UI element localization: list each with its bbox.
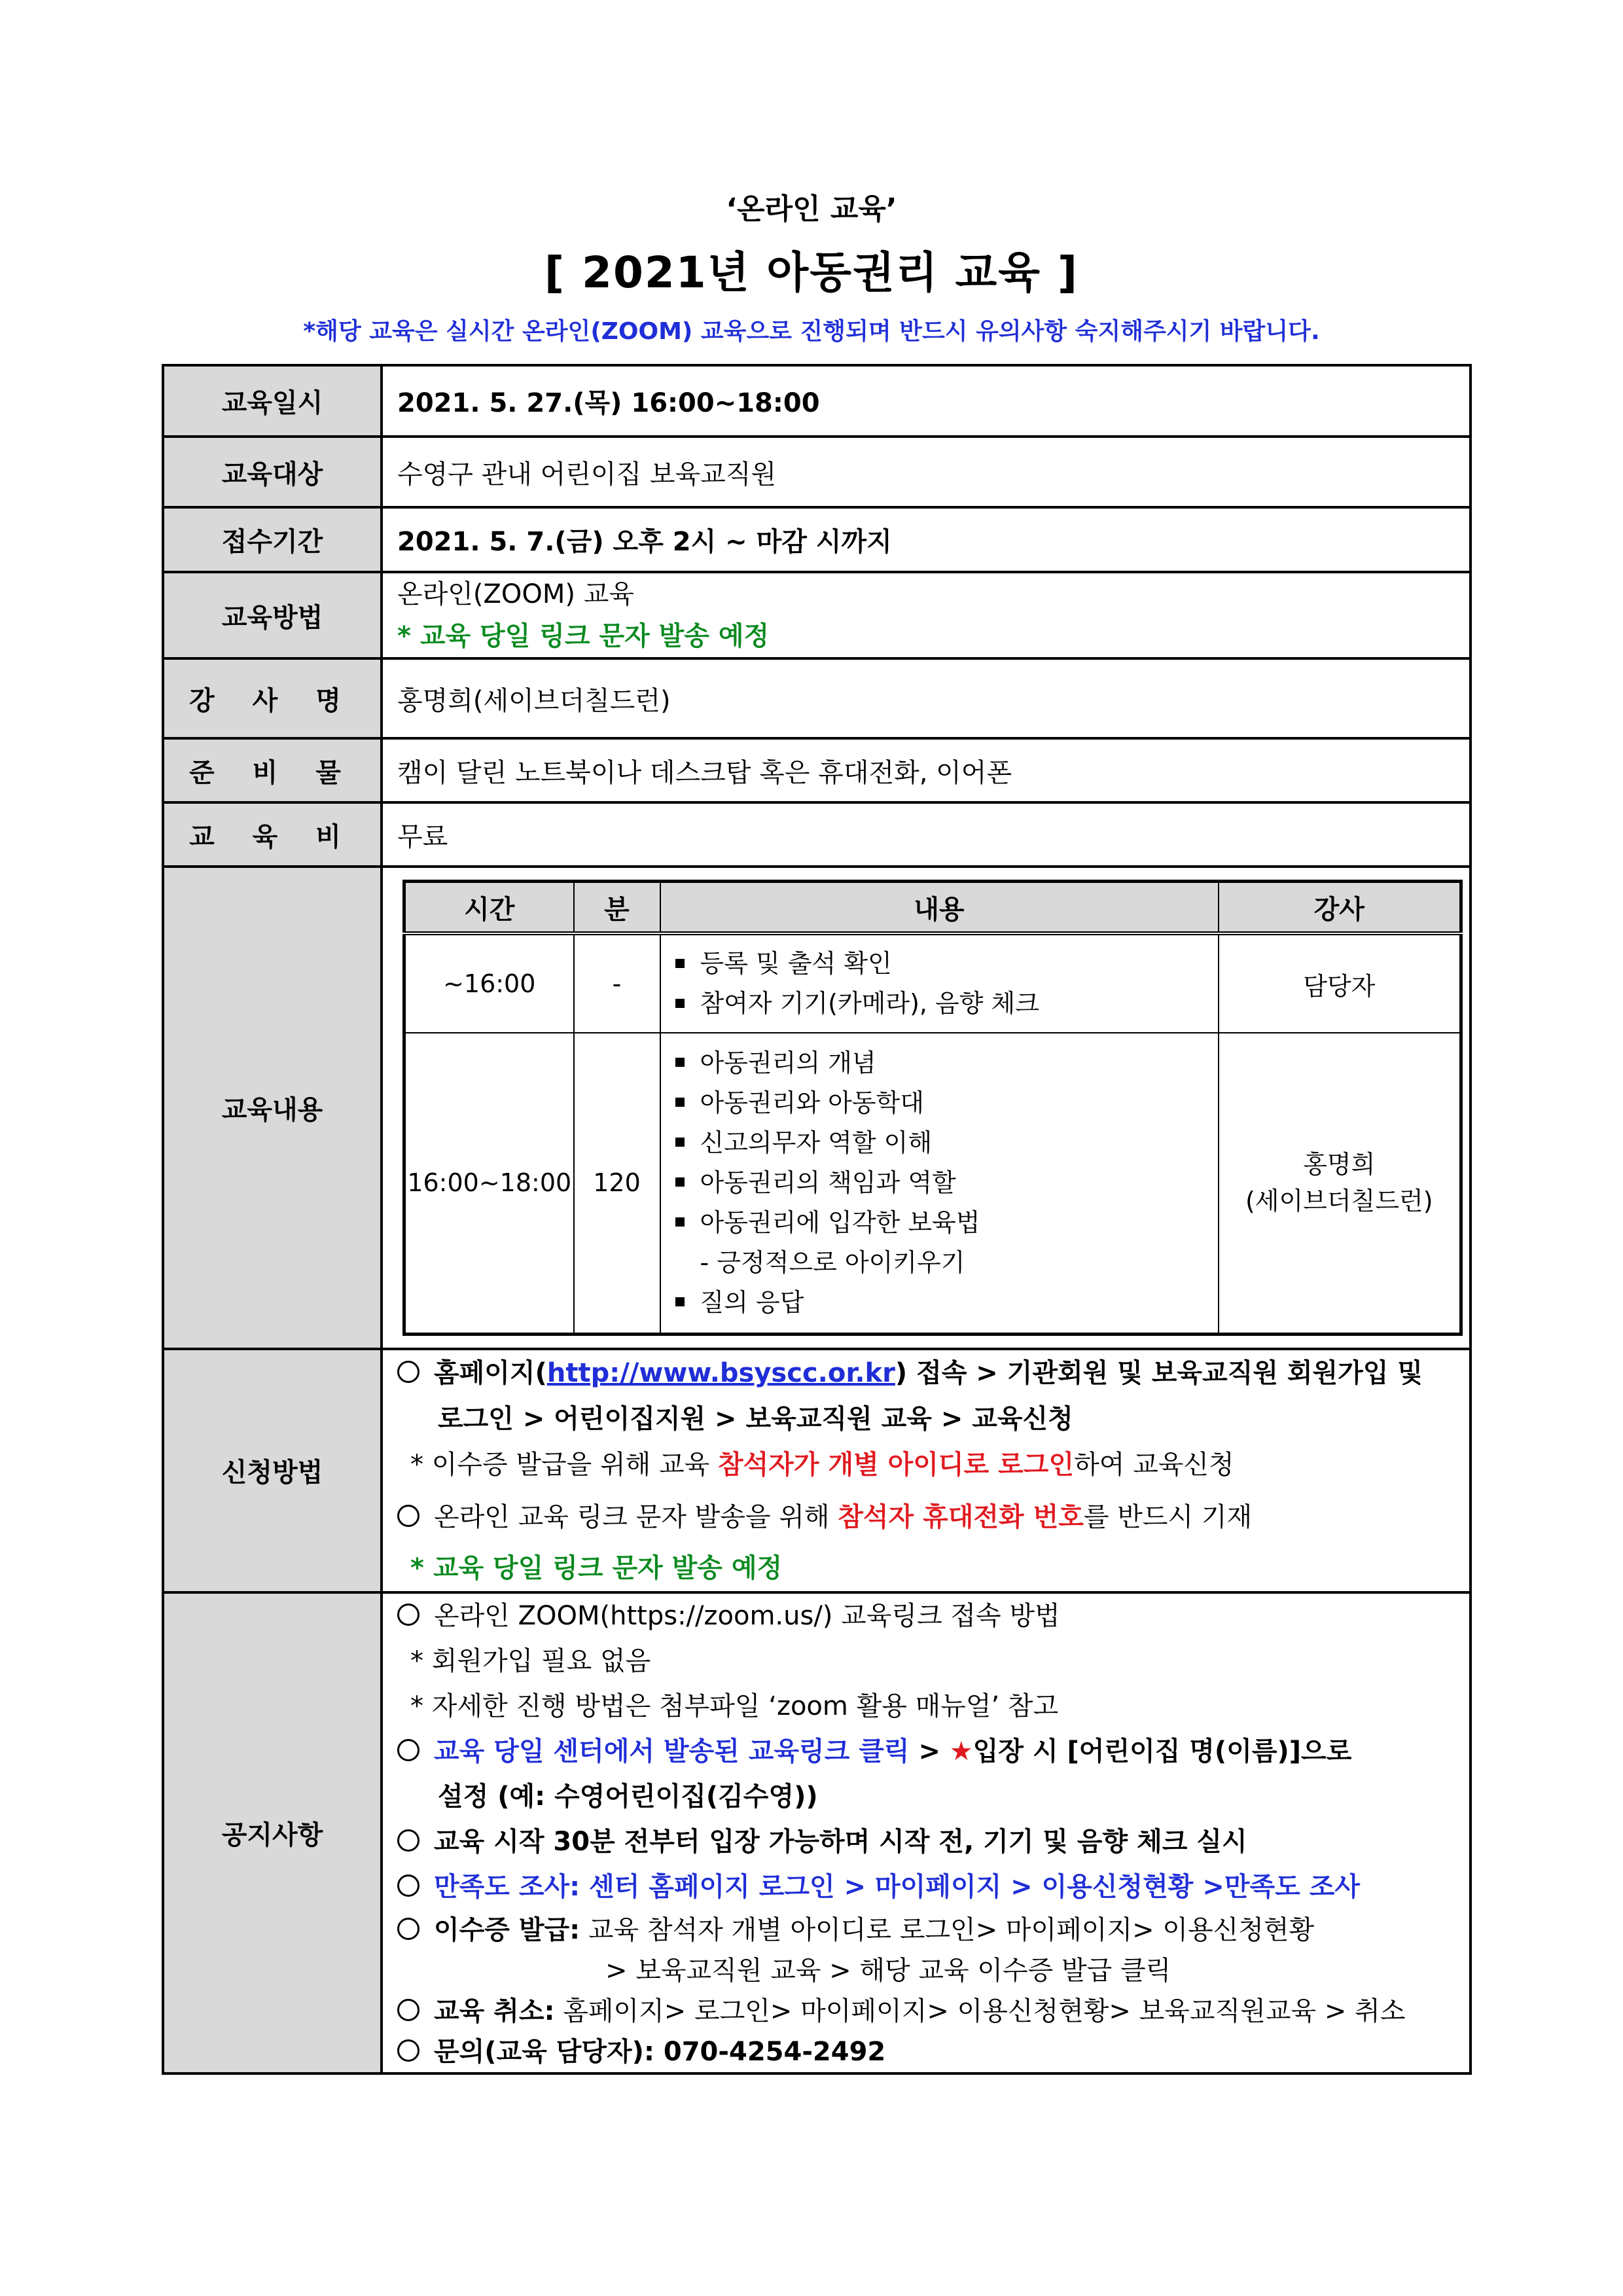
value-notices <box>382 1592 1471 2073</box>
value-content <box>382 867 1471 1349</box>
schedule-wrap <box>383 868 1469 1348</box>
value-instructor: 홍명희(세이브더칠드런) <box>382 658 1471 738</box>
document-subtitle: ‘온라인 교육’ <box>726 192 897 226</box>
list-item: 신고의무자 역할 이해 <box>675 1123 1211 1163</box>
label-fee-text: 교 육 비 <box>189 821 355 852</box>
square-bullet-icon <box>675 999 685 1008</box>
value-date: 2021. 5. 27.(목) 16:00~18:00 <box>382 365 1471 437</box>
header-time: 시간 <box>404 882 574 934</box>
apply-line-4: 온라인 교육 링크 문자 발송을 위해 참석자 휴대전화 번호를 반드시 기재 <box>397 1494 1469 1540</box>
list-item: 아동권리의 책임과 역할 <box>675 1163 1211 1203</box>
row1-time: ~16:00 <box>404 933 574 1033</box>
value-target: 수영구 관내 어린이집 보육교직원 <box>382 437 1471 507</box>
circle-bullet-icon <box>397 1361 419 1383</box>
notice-line-5: 설정 (예: 수영어린이집(김수영)) <box>438 1781 818 1812</box>
notice-line-9: > 보육교직원 교육 > 해당 교육 이수증 발급 클릭 <box>605 1955 1171 1986</box>
list-item: 등록 및 출석 확인 <box>675 944 1211 984</box>
notice-line-3: * 자세한 진행 방법은 첨부파일 ‘zoom 활용 매뉴얼’ 참고 <box>410 1691 1059 1721</box>
notice-line-6: 교육 시작 30분 전부터 입장 가능하며 시작 전, 기기 및 음향 체크 실시 <box>397 1820 1469 1865</box>
list-item: 아동권리와 아동학대 <box>675 1083 1211 1123</box>
list-item: 아동권리에 입각한 보육법 <box>675 1203 1211 1243</box>
square-bullet-icon <box>675 959 685 968</box>
row-prep <box>163 738 1471 802</box>
notice-text: *해당 교육은 실시간 온라인(ZOOM) 교육으로 진행되며 반드시 유의사항 숙지해주시기 바랍니다. <box>303 318 1320 345</box>
notice-line-1: 온라인 ZOOM(https://zoom.us/) 교육링크 접속 방법 <box>397 1594 1469 1639</box>
value-fee: 무료 <box>382 802 1471 867</box>
value-prep: 캠이 달린 노트북이나 데스크탑 혹은 휴대전화, 이어폰 <box>382 738 1471 802</box>
circle-bullet-icon <box>397 1918 419 1940</box>
value-apply <box>382 1349 1471 1592</box>
label-notices: 공지사항 <box>163 1592 382 2073</box>
header-content: 내용 <box>660 882 1219 934</box>
lecturer-org: (세이브더칠드런) <box>1245 1187 1433 1216</box>
row1-lecturer: 담당자 <box>1219 933 1461 1033</box>
label-instructor-text: 강 사 명 <box>189 685 355 716</box>
apply-line-2: 로그인 > 어린이집지원 > 보육교직원 교육 > 교육신청 <box>438 1403 1073 1434</box>
row-content <box>163 867 1471 1349</box>
header-minutes: 분 <box>574 882 660 934</box>
list-item: 질의 응답 <box>675 1283 1211 1323</box>
row-fee <box>163 802 1471 867</box>
circle-bullet-icon <box>397 1505 419 1527</box>
apply-line-5: * 교육 당일 링크 문자 발송 예정 <box>410 1552 783 1583</box>
label-fee <box>163 802 382 867</box>
circle-bullet-icon <box>397 1739 419 1761</box>
row2-minutes: 120 <box>574 1033 660 1334</box>
label-period: 접수기간 <box>163 507 382 572</box>
square-bullet-icon <box>675 1058 685 1067</box>
label-instructor <box>163 658 382 738</box>
row2-lecturer <box>1219 1033 1461 1334</box>
row2-time: 16:00~18:00 <box>404 1033 574 1334</box>
square-bullet-icon <box>675 1138 685 1147</box>
schedule-row <box>404 1033 1461 1334</box>
circle-bullet-icon <box>397 1604 419 1626</box>
square-bullet-icon <box>675 1177 685 1187</box>
row-notices <box>163 1592 1471 2073</box>
label-date: 교육일시 <box>163 365 382 437</box>
row-date <box>163 365 1471 437</box>
notice-line-8: 이수증 발급: 교육 참석자 개별 아이디로 로그인> 마이페이지> 이용신청현황 <box>397 1910 1469 1950</box>
square-bullet-icon <box>675 1297 685 1306</box>
value-period: 2021. 5. 7.(금) 오후 2시 ~ 마감 시까지 <box>382 507 1471 572</box>
label-prep <box>163 738 382 802</box>
row-instructor <box>163 658 1471 738</box>
apply-line-3: * 이수증 발급을 위해 교육 참석자가 개별 아이디로 로그인하여 교육신청 <box>410 1449 1234 1480</box>
list-item: 아동권리의 개념 <box>675 1043 1211 1083</box>
header-lecturer: 강사 <box>1219 882 1461 934</box>
notice-line-10: 교육 취소: 홈페이지> 로그인> 마이페이지> 이용신청현황> 보육교직원교육 > 취소 <box>397 1991 1469 2032</box>
notice-line-4: 교육 당일 센터에서 발송된 교육링크 클릭 > ★입장 시 [어린이집 명(이름)]으로 <box>397 1729 1469 1774</box>
apply-line-1: 홈페이지(http://www.bsyscc.or.kr) 접속 > 기관회원 및 보육교직원 회원가입 및 <box>397 1350 1469 1396</box>
method-note: * 교육 당일 링크 문자 발송 예정 <box>397 621 770 651</box>
row2-content <box>660 1033 1219 1334</box>
list-sub-item: - 긍정적으로 아이키우기 <box>700 1247 965 1277</box>
square-bullet-icon <box>675 1098 685 1107</box>
schedule-table <box>402 880 1463 1336</box>
label-content: 교육내용 <box>163 867 382 1349</box>
circle-bullet-icon <box>397 1829 419 1852</box>
method-text: 온라인(ZOOM) 교육 <box>397 579 635 609</box>
notice-line-11: 문의(교육 담당자): 070-4254-2492 <box>397 2032 1469 2072</box>
notice-line-2: * 회원가입 필요 없음 <box>410 1645 651 1676</box>
info-table <box>162 364 1472 2075</box>
circle-bullet-icon <box>397 1874 419 1897</box>
row-method <box>163 572 1471 658</box>
lecturer-name: 홍명희 <box>1303 1150 1376 1179</box>
row-apply <box>163 1349 1471 1592</box>
square-bullet-icon <box>675 1217 685 1227</box>
value-method <box>382 572 1471 658</box>
document-title: [ 2021년 아동권리 교육 ] <box>544 247 1079 298</box>
label-apply: 신청방법 <box>163 1349 382 1592</box>
label-prep-text: 준 비 물 <box>189 757 355 788</box>
star-icon: ★ <box>949 1736 973 1767</box>
label-target: 교육대상 <box>163 437 382 507</box>
label-method: 교육방법 <box>163 572 382 658</box>
homepage-link[interactable]: http://www.bsyscc.or.kr <box>546 1357 895 1388</box>
row-period <box>163 507 1471 572</box>
list-item: 참여자 기기(카메라), 음향 체크 <box>675 984 1211 1024</box>
row1-content <box>660 933 1219 1033</box>
schedule-header-row <box>404 882 1461 934</box>
notice-line-7: 만족도 조사: 센터 홈페이지 로그인 > 마이페이지 > 이용신청현황 >만족도 조사 <box>397 1865 1469 1910</box>
row1-minutes: - <box>574 933 660 1033</box>
schedule-row <box>404 933 1461 1033</box>
row-target <box>163 437 1471 507</box>
circle-bullet-icon <box>397 2039 419 2062</box>
circle-bullet-icon <box>397 1999 419 2021</box>
